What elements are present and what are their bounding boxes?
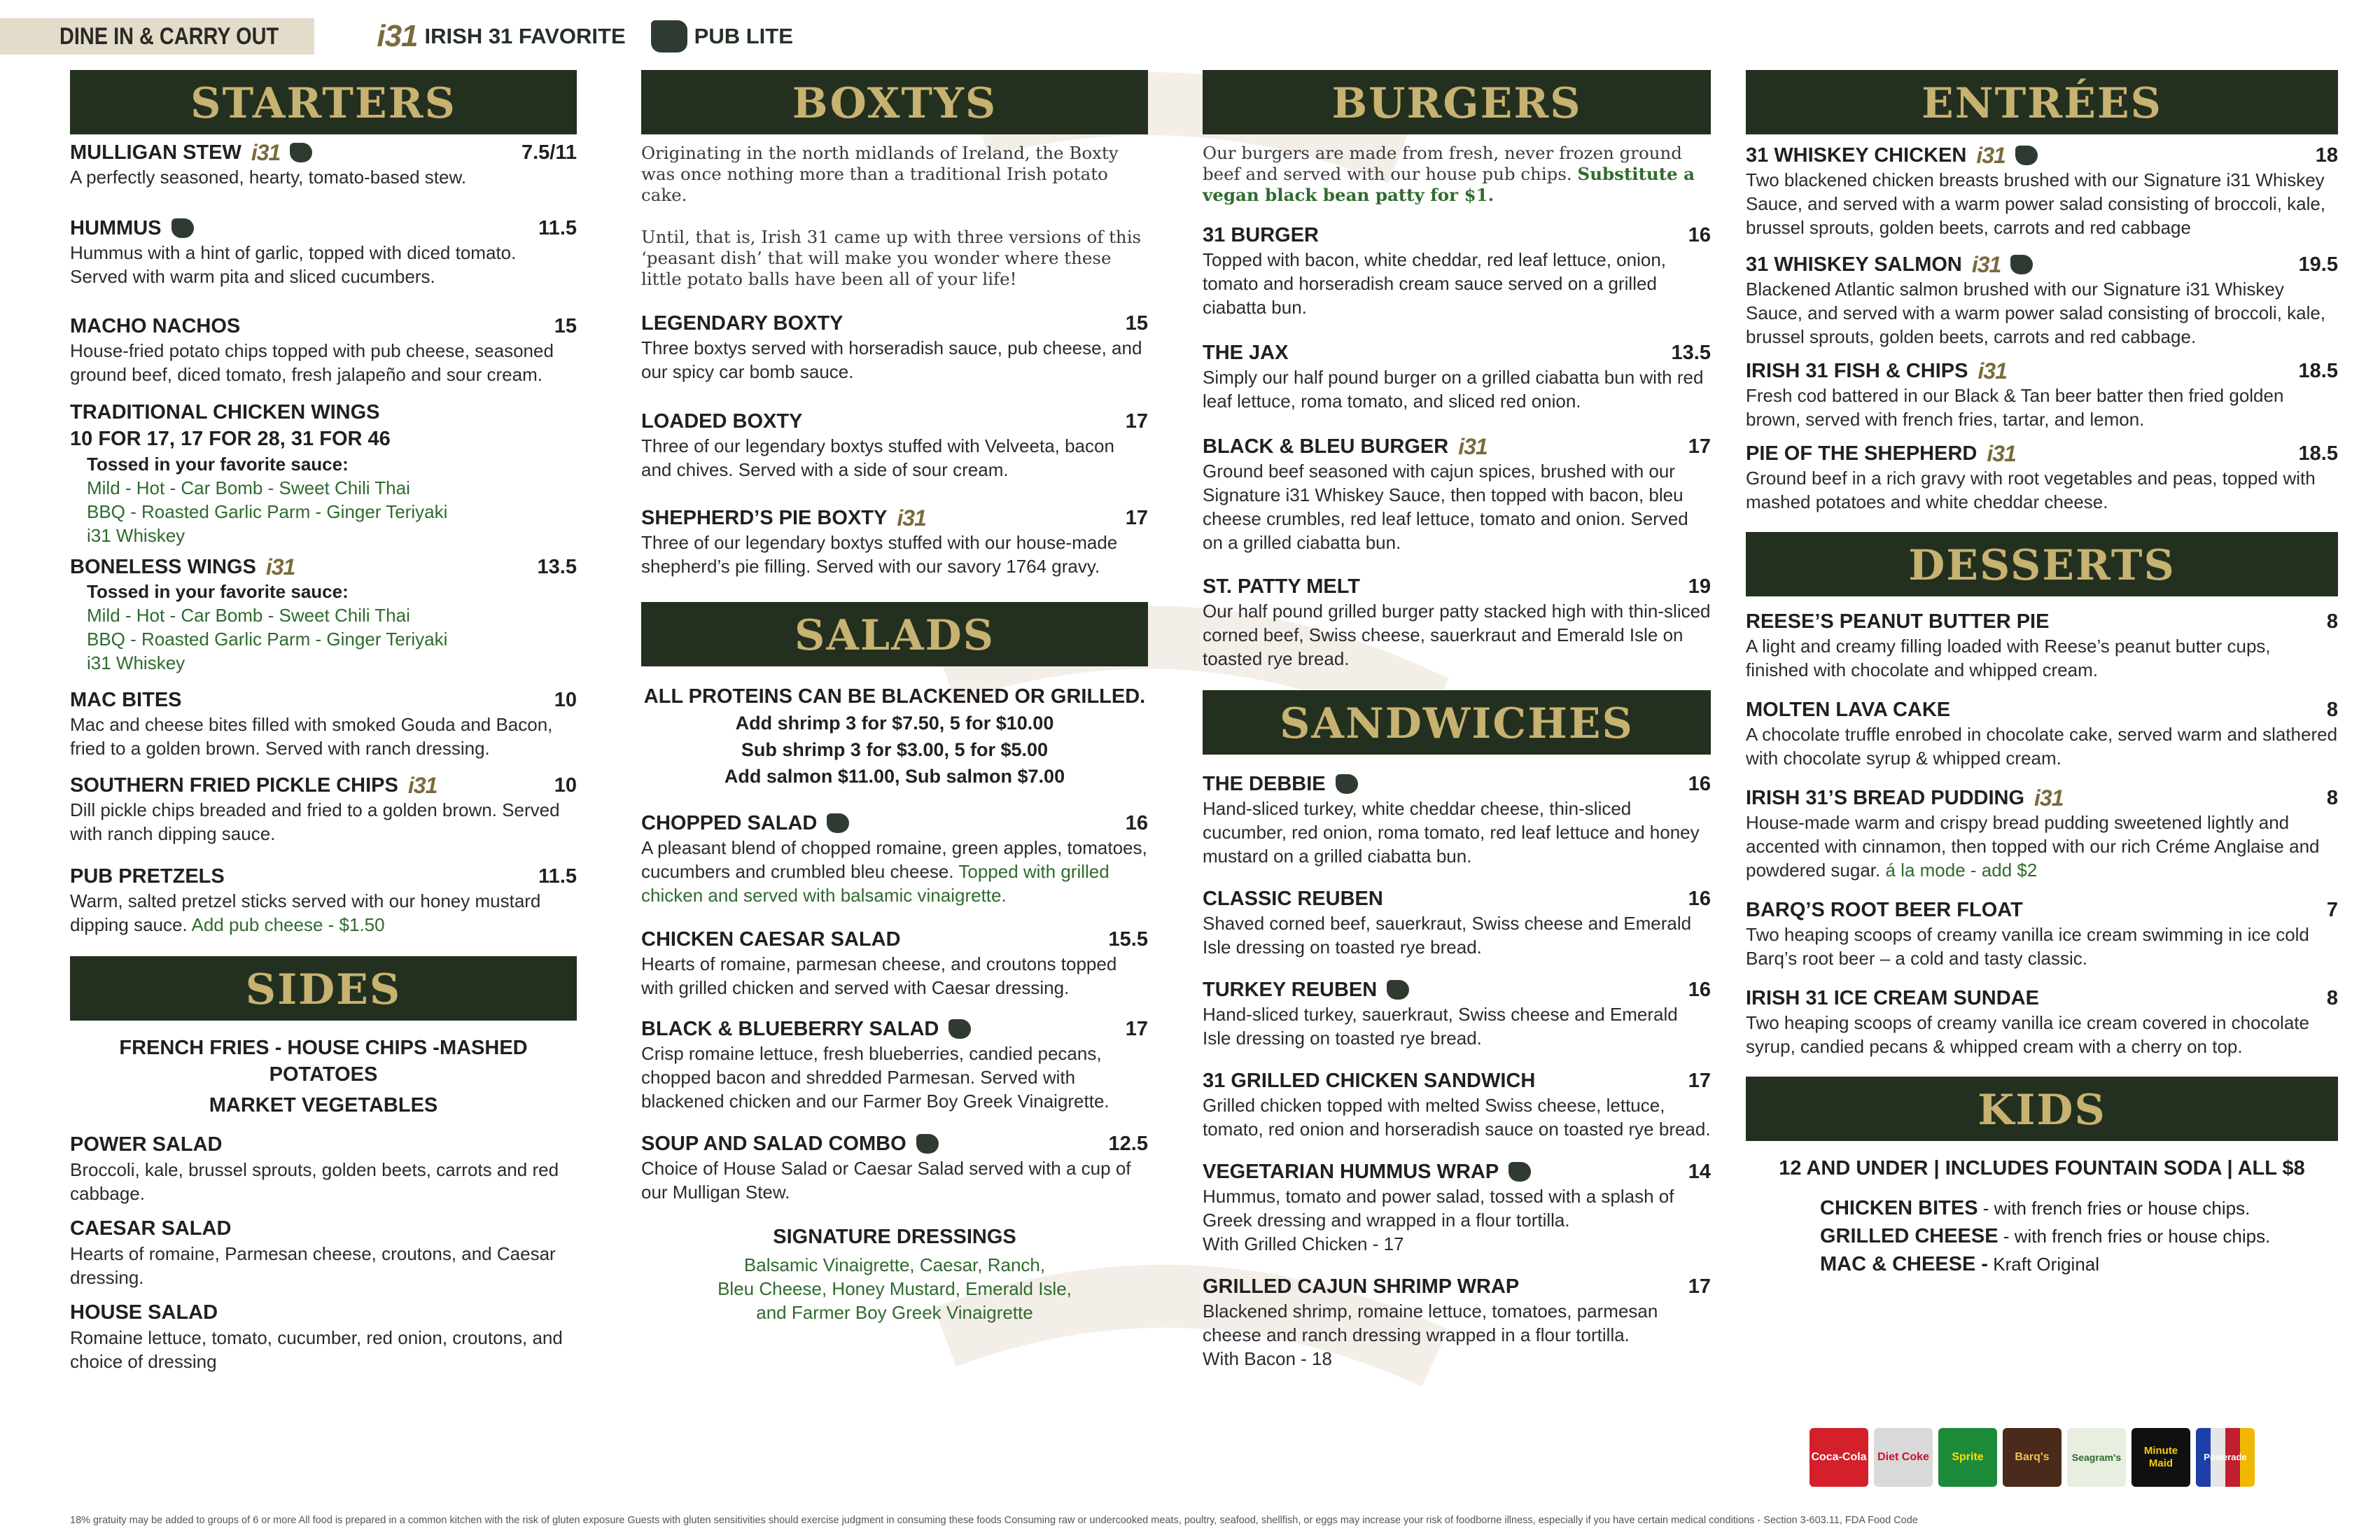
item-desc: A chocolate truffle enrobed in chocolate cake, served warm and slathered with chocolate syrup & whipped cream. <box>1746 724 2338 769</box>
item-price: 15 <box>1125 312 1148 335</box>
sauce-label: Tossed in your favorite sauce: <box>87 454 349 475</box>
kids-item <box>1820 1222 2338 1250</box>
menu-item <box>641 311 1148 384</box>
item-name: GRILLED CAJUN SHRIMP WRAP <box>1203 1275 1520 1298</box>
item-name: BLACK & BLUEBERRY SALAD <box>641 1018 939 1040</box>
item-desc: Simply our half pound burger on a grilled ciabatta bun with red leaf lettuce, roma tomato, and sliced red onion. <box>1203 367 1704 412</box>
sauce-label: Tossed in your favorite sauce: <box>87 581 349 602</box>
item-desc: Hearts of romaine, Parmesan cheese, croutons, and Caesar dressing. <box>70 1243 556 1288</box>
item-price: 10 <box>554 689 577 711</box>
item-desc: Hand-sliced turkey, white cheddar cheese, thin-sliced cucumber, red onion, roma tomato, red leaf lettuce and honey mustard on a grilled ciabatta bun. <box>1203 798 1700 867</box>
item-price: 18 <box>2315 144 2338 167</box>
salads-note: ALL PROTEINS CAN BE BLACKENED OR GRILLED. <box>643 685 1146 708</box>
i31-icon: i31 <box>1976 143 2005 168</box>
item-desc: Fresh cod battered in our Black & Tan beer batter then fried golden brown, served with french fries, tartar, and lemon. <box>1746 385 2284 430</box>
item-desc: Hand-sliced turkey, sauerkraut, Swiss cheese and Emerald Isle dressing on toasted rye bread. <box>1203 1004 1678 1049</box>
item-desc: Broccoli, kale, brussel sprouts, golden beets, carrots and red cabbage. <box>70 1159 559 1204</box>
boxtys-intro: Originating in the north midlands of Ireland, the Boxty was once nothing more than a traditional Irish potato cake. <box>641 143 1119 205</box>
item-price: 16 <box>1688 224 1711 246</box>
item-name: IRISH 31 ICE CREAM SUNDAE <box>1746 987 2039 1009</box>
pub-lite-icon <box>2010 255 2033 274</box>
item-price: 13.5 <box>537 556 577 578</box>
menu-item <box>70 1215 577 1289</box>
item-name: THE JAX <box>1203 342 1289 364</box>
dressing-line: Bleu Cheese, Honey Mustard, Emerald Isle, <box>718 1278 1072 1299</box>
i31-icon: i31 <box>377 19 418 53</box>
legend-favorite <box>377 19 625 54</box>
column-4 <box>1746 70 2338 1278</box>
item-extra: Add pub cheese - $1.50 <box>191 914 385 935</box>
dressing-line: Balsamic Vinaigrette, Caesar, Ranch, <box>743 1254 1046 1275</box>
item-desc: Crisp romaine lettuce, fresh blueberries, candied pecans, chopped bacon and shredded Parmesan. Served with blackened chicken and our Farmer Boy Greek Vinaigrette. <box>641 1043 1110 1112</box>
menu-item <box>1746 986 2338 1058</box>
sprite-logo: Sprite <box>1938 1428 1997 1487</box>
item-name: CAESAR SALAD <box>70 1217 232 1240</box>
item-desc: Three of our legendary boxtys stuffed with Velveeta, bacon and chives. Served with a side of sour cream. <box>641 435 1114 480</box>
item-name: PUB PRETZELS <box>70 865 225 888</box>
menu-item <box>70 314 577 386</box>
item-name: 31 BURGER <box>1203 224 1319 246</box>
burgers-intro: Our burgers are made from fresh, never frozen ground beef and served with our house pub chips. <box>1203 143 1682 184</box>
item-desc: - with french fries or house chips. <box>1998 1226 2271 1247</box>
item-desc: Three of our legendary boxtys stuffed with our house-made shepherd’s pie filling. Served with our savory 1764 gravy. <box>641 532 1118 577</box>
item-name: SOUP AND SALAD COMBO <box>641 1133 906 1155</box>
item-name: MOLTEN LAVA CAKE <box>1746 699 1951 721</box>
menu-item <box>641 1131 1148 1204</box>
item-name: SOUTHERN FRIED PICKLE CHIPS <box>70 774 398 797</box>
item-extra: With Grilled Chicken - 17 <box>1203 1233 1404 1254</box>
menu-item <box>70 140 577 189</box>
item-price: 16 <box>1688 979 1711 1001</box>
item-desc: - with french fries or house chips. <box>1977 1198 2250 1219</box>
item-price: 17 <box>1688 1070 1711 1092</box>
menu-item <box>1746 897 2338 970</box>
item-desc: Romaine lettuce, tomato, cucumber, red onion, croutons, and choice of dressing <box>70 1327 563 1372</box>
item-name: MAC & CHEESE - <box>1820 1253 1989 1275</box>
item-price: 16 <box>1125 812 1148 834</box>
footer-disclaimer: 18% gratuity may be added to groups of 6 or more All food is prepared in a common kitchen with the risk of gluten exposure Guests with gluten sensitivities should exercise judgment in consuming these foods Consuming raw or undercooked meats, poultry, seafood, shellfish, or eggs may increase your risk of foodborne illness, especially if you have certain medical conditions - Section 3-603.11, FDA Food Code <box>70 1515 1918 1526</box>
item-name: HUMMUS <box>70 217 162 239</box>
item-desc: A perfectly seasoned, hearty, tomato-based stew. <box>70 167 467 188</box>
kids-banner: KIDS <box>1746 1077 2338 1141</box>
menu-item <box>1746 697 2338 770</box>
item-desc: A pleasant blend of chopped romaine, green apples, tomatoes, cucumbers and crumbled bleu cheese. <box>641 837 1147 882</box>
item-desc: Two heaping scoops of creamy vanilla ice cream covered in chocolate syrup, candied pecans & whipped cream with a cherry on top. <box>1746 1012 2309 1057</box>
item-price: 13.5 <box>1671 342 1711 364</box>
sauce-option: BBQ - Roasted Garlic Parm - Ginger Teriyaki <box>87 501 448 522</box>
item-price: 11.5 <box>538 865 577 888</box>
item-extra: With Bacon - 18 <box>1203 1348 1332 1369</box>
wings-item <box>70 399 577 547</box>
pub-lite-icon <box>172 218 194 238</box>
item-extra: á la mode - add $2 <box>1885 860 2038 881</box>
item-name: CLASSIC REUBEN <box>1203 888 1383 910</box>
boxtys-banner: BOXTYS <box>641 70 1148 134</box>
legend-pub-lite-label: PUB LITE <box>694 24 793 48</box>
dressings-title: SIGNATURE DRESSINGS <box>773 1226 1016 1248</box>
item-desc: Warm, salted pretzel sticks served with our honey mustard dipping sauce. <box>70 890 541 935</box>
item-name: ST. PATTY MELT <box>1203 575 1361 598</box>
menu-item <box>1203 771 1711 868</box>
item-extra: Topped with grilled chicken and served with balsamic vinaigrette. <box>641 861 1110 906</box>
menu-item <box>641 409 1148 482</box>
menu-item <box>1203 977 1711 1050</box>
pub-lite-icon <box>290 143 312 162</box>
item-name: REESE’S PEANUT BUTTER PIE <box>1746 610 2050 633</box>
item-name: LOADED BOXTY <box>641 410 803 433</box>
sauce-option: i31 Whiskey <box>87 525 186 546</box>
i31-icon: i31 <box>1971 252 2001 277</box>
item-desc: House-made warm and crispy bread pudding sweetened lightly and accented with cinnamon, then topped with our rich Créme Anglaise and powdered sugar. <box>1746 812 2320 881</box>
menu-item <box>70 1131 577 1205</box>
item-price: 16 <box>1688 773 1711 795</box>
item-desc: Topped with bacon, white cheddar, red leaf lettuce, onion, tomato and horseradish cream sauce served on a grilled ciabatta bun. <box>1203 249 1666 318</box>
menu-item <box>70 216 577 288</box>
item-name: IRISH 31 FISH & CHIPS <box>1746 360 1968 382</box>
item-desc: Ground beef in a rich gravy with root vegetables and peas, topped with mashed potatoes and white cheddar cheese. <box>1746 468 2316 512</box>
kids-item <box>1820 1194 2338 1222</box>
item-price: 16 <box>1688 888 1711 910</box>
item-name: THE DEBBIE <box>1203 773 1326 795</box>
item-desc: Ground beef seasoned with cajun spices, brushed with our Signature i31 Whiskey Sauce, then topped with bacon, bleu cheese crumbles, red leaf lettuce, tomato and onion. Served on a grilled ciabatta bun. <box>1203 461 1688 553</box>
item-desc: Hearts of romaine, parmesan cheese, and croutons topped with grilled chicken and served with Caesar dressing. <box>641 953 1117 998</box>
item-name: VEGETARIAN HUMMUS WRAP <box>1203 1161 1499 1183</box>
item-desc: A light and creamy filling loaded with Reese’s peanut butter cups, finished with chocolate and whipped cream. <box>1746 636 2271 680</box>
kids-item <box>1820 1250 2338 1278</box>
item-name: 31 GRILLED CHICKEN SANDWICH <box>1203 1070 1536 1092</box>
menu-item <box>641 1016 1148 1113</box>
item-price: 15 <box>554 315 577 337</box>
item-name: MACHO NACHOS <box>70 315 241 337</box>
barqs-logo: Barq's <box>2003 1428 2062 1487</box>
item-price: 8 <box>2326 699 2338 721</box>
legend-bar <box>0 18 793 55</box>
item-desc: Blackened Atlantic salmon brushed with our Signature i31 Whiskey Sauce, and served with a warm power salad consisting of broccoli, kale, brussel sprouts, golden beets, carrots and red cabbage. <box>1746 279 2326 347</box>
entrees-banner: ENTRÉES <box>1746 70 2338 134</box>
sides-list: FRENCH FRIES - HOUSE CHIPS -MASHED POTATOES <box>119 1037 528 1086</box>
kids-list <box>1746 1194 2338 1278</box>
menu-item <box>641 811 1148 907</box>
item-price: 12.5 <box>1108 1133 1148 1155</box>
i31-icon: i31 <box>2034 785 2064 811</box>
pub-lite-icon <box>2015 146 2038 165</box>
salads-banner: SALADS <box>641 602 1148 666</box>
menu-item <box>1203 340 1711 413</box>
item-price: 18.5 <box>2298 360 2338 382</box>
item-price: 17 <box>1688 435 1711 458</box>
item-name: 31 WHISKEY SALMON <box>1746 253 1962 276</box>
item-desc: Mac and cheese bites filled with smoked Gouda and Bacon, fried to a golden brown. Served with ranch dressing. <box>70 714 553 759</box>
column-2 <box>641 70 1148 1324</box>
burgers-intro-vegan: Substitute a vegan black bean patty for $1. <box>1203 164 1695 205</box>
kids-subtitle: 12 AND UNDER | INCLUDES FOUNTAIN SODA | ALL $8 <box>1779 1157 2305 1180</box>
item-name: CHICKEN CAESAR SALAD <box>641 928 901 951</box>
boneless-item <box>70 554 577 675</box>
item-price: 15.5 <box>1108 928 1148 951</box>
pub-lite-icon <box>948 1019 971 1039</box>
menu-item <box>70 1299 577 1373</box>
menu-item <box>1746 252 2338 349</box>
menu-item <box>70 687 577 760</box>
dine-in-tag: DINE IN & CARRY OUT <box>0 18 314 55</box>
menu-item <box>1746 143 2338 239</box>
item-name: PIE OF THE SHEPHERD <box>1746 442 1977 465</box>
menu-item <box>1203 434 1711 554</box>
diet-coke-logo: Diet Coke <box>1874 1428 1933 1487</box>
item-price: 7.5/11 <box>521 141 577 164</box>
column-3 <box>1203 70 1711 1371</box>
seagrams-logo: Seagram's <box>2067 1428 2126 1487</box>
item-name: IRISH 31’S BREAD PUDDING <box>1746 787 2025 809</box>
item-name: 31 WHISKEY CHICKEN <box>1746 144 1967 167</box>
item-price: 18.5 <box>2298 442 2338 465</box>
item-desc: Shaved corned beef, sauerkraut, Swiss cheese and Emerald Isle dressing on toasted rye bread. <box>1203 913 1692 958</box>
menu-item <box>70 864 577 937</box>
pub-lite-icon <box>651 20 687 52</box>
item-price: 8 <box>2326 610 2338 633</box>
item-desc: Kraft Original <box>1988 1254 2100 1275</box>
desserts-banner: DESSERTS <box>1746 532 2338 596</box>
item-price: 17 <box>1688 1275 1711 1298</box>
item-price: 17 <box>1125 1018 1148 1040</box>
soda-logos <box>1809 1428 2255 1487</box>
sauce-option: BBQ - Roasted Garlic Parm - Ginger Teriyaki <box>87 629 448 650</box>
item-desc: Hummus with a hint of garlic, topped with diced tomato. Served with warm pita and sliced cucumbers. <box>70 242 517 287</box>
menu-item <box>1203 223 1711 319</box>
menu-item <box>1203 574 1711 671</box>
i31-icon: i31 <box>1987 441 2016 466</box>
sandwiches-banner: SANDWICHES <box>1203 690 1711 755</box>
item-name: BONELESS WINGS <box>70 556 256 578</box>
pub-lite-icon <box>827 813 849 833</box>
coca-cola-logo: Coca-Cola <box>1809 1428 1868 1487</box>
item-desc: Hummus, tomato and power salad, tossed with a splash of Greek dressing and wrapped in a flour tortilla. <box>1203 1186 1674 1231</box>
legend-pub-lite <box>651 20 793 52</box>
item-desc: Two blackened chicken breasts brushed with our Signature i31 Whiskey Sauce, and served with a warm power salad consisting of broccoli, kale, brussel sprouts, golden beets, carrots and red cabbage <box>1746 169 2326 238</box>
item-desc: Three boxtys served with horseradish sauce, pub cheese, and our spicy car bomb sauce. <box>641 337 1142 382</box>
column-1 <box>70 70 577 1373</box>
menu-item <box>1746 785 2338 882</box>
item-price: 17 <box>1125 507 1148 529</box>
i31-icon: i31 <box>897 505 926 531</box>
menu-item <box>1746 441 2338 514</box>
menu-item <box>641 927 1148 1000</box>
sauce-option: Mild - Hot - Car Bomb - Sweet Chili Thai <box>87 477 410 498</box>
i31-icon: i31 <box>407 773 438 798</box>
menu-item <box>1746 358 2338 431</box>
item-price: 14 <box>1688 1161 1711 1183</box>
item-name: CHICKEN BITES <box>1820 1197 1978 1219</box>
legend-favorite-label: IRISH 31 FAVORITE <box>424 24 626 48</box>
item-desc: Blackened shrimp, romaine lettuce, tomatoes, parmesan cheese and ranch dressing wrapped in a flour tortilla. <box>1203 1301 1658 1345</box>
item-price: 7 <box>2326 899 2338 921</box>
i31-icon: i31 <box>251 140 281 165</box>
powerade-logo: Powerade <box>2196 1428 2255 1487</box>
item-desc: Choice of House Salad or Caesar Salad served with a cup of our Mulligan Stew. <box>641 1158 1131 1203</box>
item-desc: Dill pickle chips breaded and fried to a golden brown. Served with ranch dipping sauce. <box>70 799 560 844</box>
item-name: TURKEY REUBEN <box>1203 979 1378 1001</box>
item-price: 10 <box>554 774 577 797</box>
item-name: GRILLED CHEESE <box>1820 1225 1998 1247</box>
item-price: 17 <box>1125 410 1148 433</box>
item-name: BLACK & BLEU BURGER <box>1203 435 1449 458</box>
item-name: SHEPHERD’S PIE BOXTY <box>641 507 888 529</box>
i31-icon: i31 <box>1458 434 1488 459</box>
item-name: MAC BITES <box>70 689 182 711</box>
sides-banner: SIDES <box>70 956 577 1021</box>
i31-icon: i31 <box>265 554 295 580</box>
item-name: LEGENDARY BOXTY <box>641 312 844 335</box>
menu-item <box>1746 609 2338 682</box>
menu-item <box>1203 1274 1711 1371</box>
minute-maid-logo: Minute Maid <box>2132 1428 2190 1487</box>
item-price: 11.5 <box>538 217 577 239</box>
pub-lite-icon <box>1387 980 1409 1000</box>
item-name: POWER SALAD <box>70 1133 223 1156</box>
item-desc: House-fried potato chips topped with pub cheese, seasoned ground beef, diced tomato, fresh jalapeño and sour cream. <box>70 340 554 385</box>
starters-banner: STARTERS <box>70 70 577 134</box>
salads-addon: Add shrimp 3 for $7.50, 5 for $10.00 <box>735 713 1054 734</box>
item-name: MULLIGAN STEW <box>70 141 241 164</box>
salads-addon: Sub shrimp 3 for $3.00, 5 for $5.00 <box>741 739 1049 760</box>
burgers-banner: BURGERS <box>1203 70 1711 134</box>
menu-item <box>1203 1159 1711 1256</box>
sides-list-2: MARKET VEGETABLES <box>209 1094 438 1116</box>
item-price: 8 <box>2326 787 2338 809</box>
pub-lite-icon <box>1508 1162 1531 1182</box>
item-price: 19.5 <box>2298 253 2338 276</box>
menu-item <box>70 773 577 846</box>
boxtys-intro-2: Until, that is, Irish 31 came up with three versions of this ‘peasant dish’ that will make you wonder where these little potato balls have been all of your life! <box>641 227 1142 289</box>
wing-counts: 10 FOR 17, 17 FOR 28, 31 FOR 46 <box>70 428 391 450</box>
item-name: HOUSE SALAD <box>70 1301 218 1324</box>
item-name: TRADITIONAL CHICKEN WINGS <box>70 401 380 424</box>
sauce-option: i31 Whiskey <box>87 652 186 673</box>
sauce-option: Mild - Hot - Car Bomb - Sweet Chili Thai <box>87 605 410 626</box>
item-name: CHOPPED SALAD <box>641 812 818 834</box>
item-price: 8 <box>2326 987 2338 1009</box>
pub-lite-icon <box>916 1134 939 1154</box>
i31-icon: i31 <box>1977 358 2007 384</box>
dressing-line: and Farmer Boy Greek Vinaigrette <box>756 1302 1033 1323</box>
item-desc: Two heaping scoops of creamy vanilla ice cream swimming in ice cold Barq’s root beer – a cold and tasty classic. <box>1746 924 2309 969</box>
item-desc: Grilled chicken topped with melted Swiss cheese, lettuce, tomato, red onion and horseradish sauce on toasted rye bread. <box>1203 1095 1711 1140</box>
item-name: BARQ’S ROOT BEER FLOAT <box>1746 899 2023 921</box>
item-price: 19 <box>1688 575 1711 598</box>
menu-item <box>1203 886 1711 959</box>
menu-item <box>641 505 1148 578</box>
item-desc: Our half pound grilled burger patty stacked high with thin-sliced corned beef, Swiss cheese, sauerkraut and Emerald Isle on toasted rye bread. <box>1203 601 1711 669</box>
pub-lite-icon <box>1336 774 1358 794</box>
salads-addon: Add salmon $11.00, Sub salmon $7.00 <box>724 766 1065 787</box>
menu-item <box>1203 1068 1711 1141</box>
